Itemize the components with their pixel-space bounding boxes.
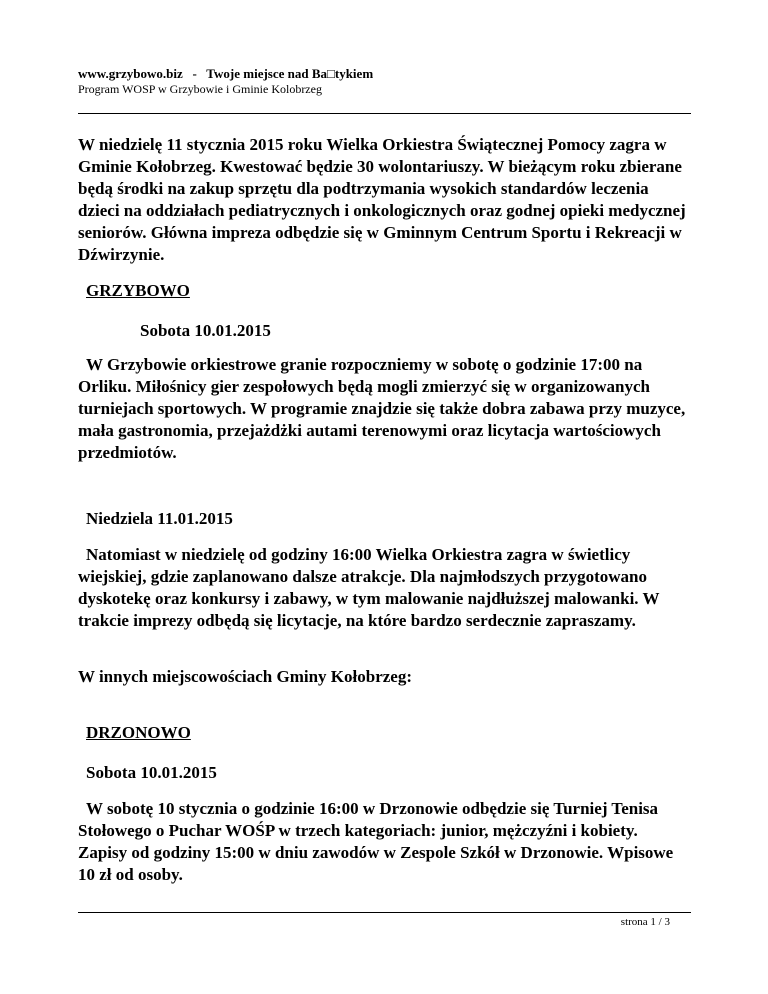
intro-paragraph: W niedzielę 11 stycznia 2015 roku Wielka Orkiestra Świątecznej Pomocy zagra w Gminie Kołobrzeg. Kwestować będzie 30 wolontariuszy. W bieżącym roku zbierane będą środki na zakup sprzętu dla podtrzymania wysokich standardów leczenia dzieci na oddziałach pediatrycznych i onkologicznych oraz godnej opieki medycznej seniorów. Główna impreza odbędzie się w Gminnym Centrum Sportu i Rekreacji w Dźwirzynie. (78, 135, 686, 264)
grzybowo-sunday-heading: Niedziela 11.01.2015 (86, 509, 233, 528)
section-title-grzybowo: GRZYBOWO (86, 281, 190, 300)
section-title-drzonowo: DRZONOWO (86, 723, 191, 742)
grzybowo-saturday-text: W Grzybowie orkiestrowe granie rozpoczniemy w sobotę o godzinie 17:00 na Orliku. Miłośnicy gier zespołowych będą mogli zmierzyć się w organizowanych turniejach sportowych. W programie znajdzie się także dobra zabawa przy muzyce, mała gastronomia, przejażdżki autami terenowymi oraz licytacja wartościowych przedmiotów. (78, 355, 686, 462)
other-locations-heading: W innych miejscowościach Gminy Kołobrzeg: (78, 667, 412, 686)
grzybowo-sunday-text: Natomiast w niedzielę od godziny 16:00 Wielka Orkiestra zagra w świetlicy wiejskiej, gdzie zaplanowano dalsze atrakcje. Dla najmłodszych przygotowano dyskotekę oraz konkursy i zabawy, w tym malowanie najdłuższej malowanki. W trakcie imprezy odbędą się licytacje, na które bardzo serdecznie zapraszamy. (78, 545, 660, 630)
header-subtitle: Program WOSP w Grzybowie i Gminie Kolobrzeg (78, 82, 322, 96)
drzonowo-saturday-text: W sobotę 10 stycznia o godzinie 16:00 w Drzonowie odbędzie się Turniej Tenisa Stołowego o Puchar WOŚP w trzech kategoriach: junior, mężczyźni i kobiety. Zapisy od godziny 15:00 w dniu zawodów w Zespole Szkół w Drzonowie. Wpisowe 10 zł od osoby. (78, 799, 674, 884)
grzybowo-saturday-heading: Sobota 10.01.2015 (140, 321, 271, 340)
drzonowo-saturday-heading: Sobota 10.01.2015 (86, 763, 217, 782)
footer-divider (78, 912, 691, 913)
page-number: strona 1 / 3 (620, 916, 670, 928)
header-site-title: www.grzybowo.biz - Twoje miejsce nad Ba□tykiem (78, 66, 374, 81)
header-divider (78, 113, 691, 114)
